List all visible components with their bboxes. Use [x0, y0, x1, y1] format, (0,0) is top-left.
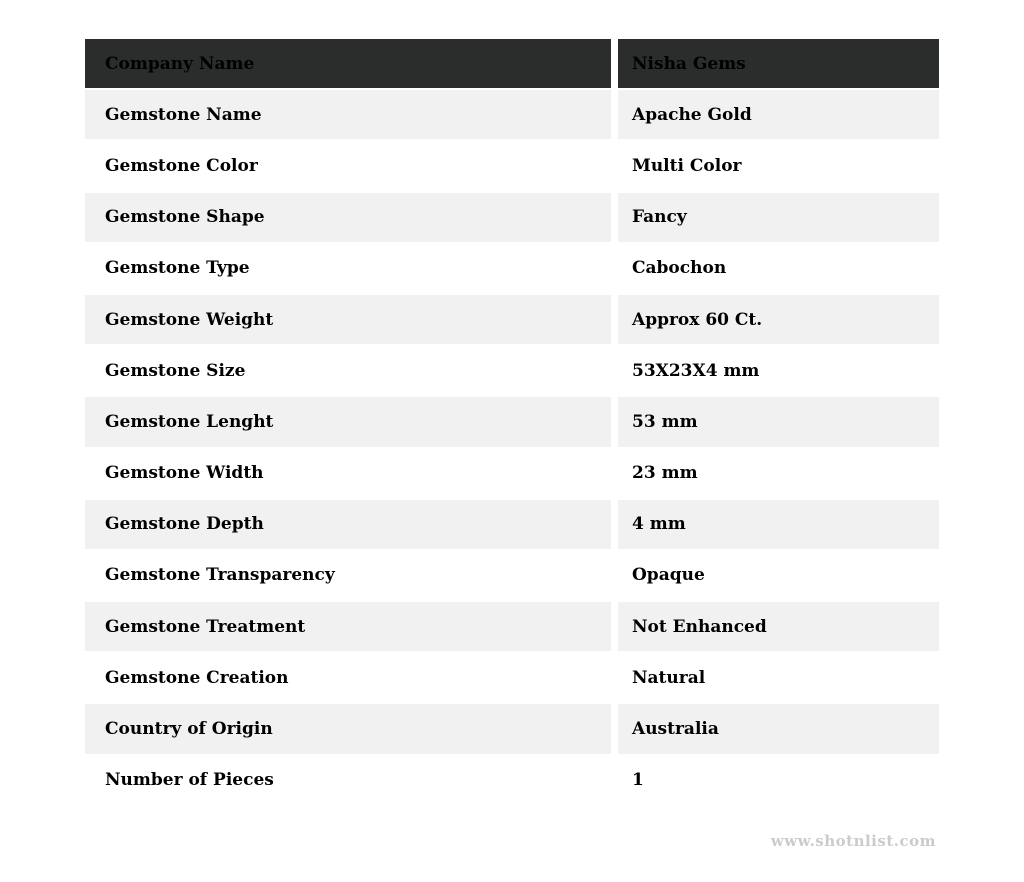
row-label: Gemstone Width [85, 449, 618, 498]
row-label: Country of Origin [85, 704, 618, 753]
table-row [85, 244, 939, 295]
row-value: 53 mm [632, 411, 698, 432]
row-value: 4 mm [632, 514, 686, 535]
row-value: Cabochon [632, 258, 727, 279]
row-value: Natural [632, 667, 706, 688]
row-label: Number of Pieces [85, 756, 618, 805]
table-row [85, 500, 939, 551]
row-label: Gemstone Size [85, 346, 618, 395]
header-label-cell: Company Name [85, 39, 618, 88]
row-value: Apache Gold [632, 104, 752, 125]
table-row [85, 551, 939, 602]
gemstone-spec-table [85, 39, 939, 807]
table-row [85, 653, 939, 704]
row-label: Gemstone Lenght [85, 397, 618, 446]
row-label: Gemstone Creation [85, 653, 618, 702]
row-value: Multi Color [632, 155, 742, 176]
table-row [85, 449, 939, 500]
table-row [85, 704, 939, 755]
row-value: 23 mm [632, 463, 698, 484]
row-value: Australia [632, 719, 719, 740]
watermark: www.shotnlist.com [770, 832, 936, 850]
table-row [85, 397, 939, 448]
row-value: Opaque [632, 565, 705, 586]
table-row [85, 346, 939, 397]
row-label: Gemstone Name [85, 90, 618, 139]
row-value: Fancy [632, 207, 687, 228]
row-value: 53X23X4 mm [632, 360, 760, 381]
row-label: Gemstone Type [85, 244, 618, 293]
table-row [85, 602, 939, 653]
row-label: Gemstone Treatment [85, 602, 618, 651]
row-label: Gemstone Transparency [85, 551, 618, 600]
table-row [85, 193, 939, 244]
table-row [85, 141, 939, 192]
table-row [85, 756, 939, 807]
table-row [85, 295, 939, 346]
row-value: 1 [632, 770, 644, 791]
table-body [85, 90, 939, 807]
row-value: Approx 60 Ct. [632, 309, 763, 330]
row-label: Gemstone Depth [85, 500, 618, 549]
row-label: Gemstone Weight [85, 295, 618, 344]
row-value: Not Enhanced [632, 616, 767, 637]
header-value-cell: Nisha Gems [632, 53, 746, 74]
row-label: Gemstone Color [85, 141, 618, 190]
row-label: Gemstone Shape [85, 193, 618, 242]
table-row [85, 90, 939, 141]
table-header-row [85, 39, 939, 90]
